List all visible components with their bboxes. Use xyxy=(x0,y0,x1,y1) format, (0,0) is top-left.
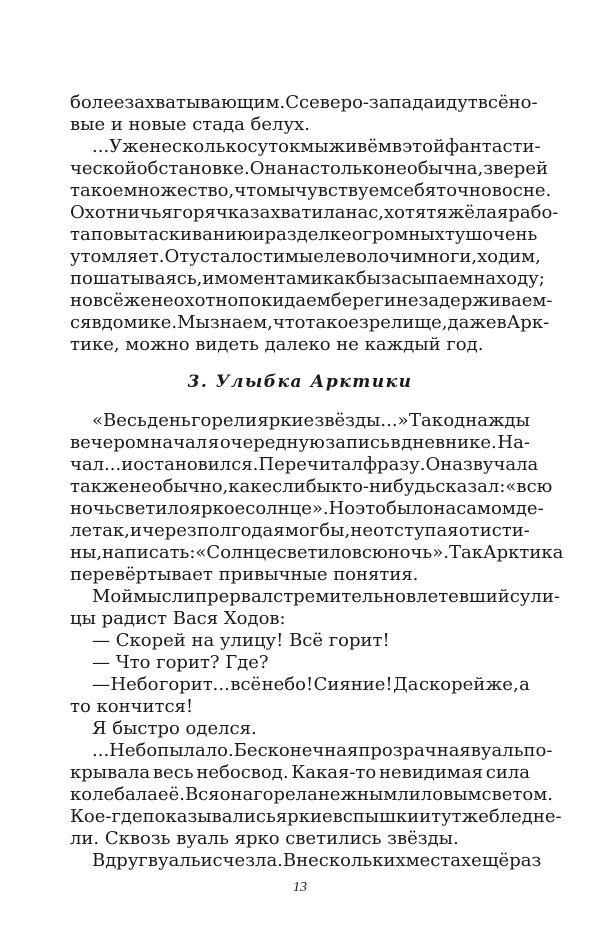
word: Мой xyxy=(92,586,134,607)
word: лиловым xyxy=(397,784,482,805)
text-line xyxy=(70,246,541,268)
word: На- xyxy=(497,432,530,453)
text-line xyxy=(70,806,562,828)
word: ле xyxy=(70,520,93,541)
word: по xyxy=(90,224,114,245)
word: такое xyxy=(305,312,359,333)
word: чал... xyxy=(70,454,122,475)
word: и xyxy=(252,224,265,245)
word: вытаскиванию xyxy=(113,224,253,245)
text-line xyxy=(70,92,538,114)
word: если xyxy=(261,476,306,497)
word: ещё xyxy=(471,850,510,871)
word: огромных xyxy=(351,224,445,245)
word: сказал: xyxy=(435,476,506,497)
word: мы xyxy=(284,246,314,267)
word: написать: xyxy=(102,542,196,563)
word: в xyxy=(91,312,102,333)
word: Вся xyxy=(184,784,220,805)
word: что xyxy=(272,312,306,333)
word: живём xyxy=(328,136,392,157)
word: захватила xyxy=(249,202,346,223)
word: же xyxy=(123,290,151,311)
word: де- xyxy=(515,498,544,519)
word: через xyxy=(142,520,197,541)
word: неохотно xyxy=(150,290,239,311)
word: чувствуем xyxy=(295,180,394,201)
word: ны, xyxy=(70,542,103,563)
word: Мы xyxy=(177,312,210,333)
text-line xyxy=(70,202,559,224)
word: ноги, xyxy=(427,246,478,267)
word: однажды xyxy=(443,410,530,431)
word: ходим, xyxy=(477,246,541,267)
word: «Весь xyxy=(92,410,147,431)
word: «Солнце xyxy=(195,542,277,563)
text-line xyxy=(70,432,530,454)
word: вуаль xyxy=(147,850,201,871)
word: было xyxy=(386,498,434,519)
word: бы xyxy=(305,476,331,497)
word: мысли xyxy=(133,586,196,607)
word: вуаль xyxy=(470,740,524,761)
text-line xyxy=(70,136,541,158)
word: дневнике. xyxy=(401,432,497,453)
word: та xyxy=(70,224,91,245)
word: необычна, xyxy=(384,158,484,179)
word: всё xyxy=(477,92,509,113)
word: этой xyxy=(402,136,445,157)
page-number: 13 xyxy=(293,880,307,895)
word: светило xyxy=(114,498,190,519)
word: бы, xyxy=(319,520,351,541)
word: колебала xyxy=(70,784,158,805)
text-line: то кончится! xyxy=(70,696,194,717)
word: день xyxy=(147,410,191,431)
word: всё xyxy=(92,290,124,311)
word: раз xyxy=(509,850,542,871)
word: как xyxy=(228,476,262,497)
word: она xyxy=(219,784,254,805)
text-line xyxy=(70,542,564,564)
word: и xyxy=(202,268,215,289)
dialogue-line xyxy=(70,674,530,696)
text-line xyxy=(70,498,544,520)
section-heading: 3. Улыбка Арктики xyxy=(187,372,413,392)
word: и xyxy=(383,290,396,311)
word: тяжёлая xyxy=(426,202,509,223)
word: точно xyxy=(436,180,492,201)
word: сне. xyxy=(512,180,552,201)
word: её. xyxy=(157,784,185,805)
word: показывались xyxy=(142,806,276,827)
word: запись xyxy=(325,432,390,453)
word: это xyxy=(355,498,387,519)
word: Вдруг xyxy=(92,850,148,871)
word: небосвод. xyxy=(196,762,289,783)
text-line: Я быстро оделся. xyxy=(92,718,257,739)
text-line: вые и новые стада белух. xyxy=(70,114,310,135)
word: солнце». xyxy=(245,498,329,519)
word: яркие xyxy=(257,410,315,431)
word: очередную xyxy=(219,432,325,453)
word: Небо xyxy=(110,674,159,695)
word: ночь». xyxy=(387,542,449,563)
word: стремительно xyxy=(273,586,406,607)
word: и xyxy=(121,454,134,475)
word: горела xyxy=(253,784,318,805)
word: так xyxy=(70,476,102,497)
word: прервал xyxy=(195,586,274,607)
word: моментами xyxy=(214,268,323,289)
word: Кое-где xyxy=(70,806,143,827)
word: Бесконечная xyxy=(233,740,359,761)
word: Так xyxy=(408,410,443,431)
text-line xyxy=(70,476,553,498)
word: Перечитал xyxy=(258,454,363,475)
word: в xyxy=(390,432,401,453)
word: засыпаем xyxy=(381,268,474,289)
word: от xyxy=(458,520,480,541)
word: необычно, xyxy=(129,476,229,497)
word: звучала xyxy=(462,454,539,475)
word: светило xyxy=(276,542,352,563)
text-line xyxy=(70,268,545,290)
word: нас, xyxy=(345,202,385,223)
word: яркое xyxy=(189,498,246,519)
word: я xyxy=(207,432,220,453)
word: невидимая xyxy=(379,762,483,783)
word: ходу; xyxy=(496,268,545,289)
word: Какая-то xyxy=(291,762,377,783)
word: — xyxy=(92,674,110,695)
word: ческой xyxy=(70,158,137,179)
word: такое xyxy=(70,180,124,201)
word: пылало. xyxy=(157,740,234,761)
word: мог xyxy=(284,520,320,541)
word: как xyxy=(322,268,356,289)
word: ...Уже xyxy=(92,136,150,157)
word: себя xyxy=(393,180,437,201)
text-line xyxy=(70,850,542,872)
word: несколько xyxy=(149,136,248,157)
word: всё xyxy=(230,674,262,695)
word: кто-нибудь xyxy=(330,476,436,497)
word: С xyxy=(285,92,300,113)
word: вечером xyxy=(70,432,150,453)
word: нежным xyxy=(317,784,398,805)
word: всю xyxy=(351,542,388,563)
word: утомляет. xyxy=(70,246,165,267)
text-line xyxy=(70,224,538,246)
word: очень xyxy=(482,224,538,245)
word: в xyxy=(391,136,403,157)
text-line xyxy=(70,180,552,202)
word: еле xyxy=(313,246,346,267)
word: знаем, xyxy=(209,312,273,333)
word: даже xyxy=(447,312,497,333)
word: хотя xyxy=(384,202,427,223)
word: звёзды...» xyxy=(314,410,409,431)
text-line xyxy=(70,762,530,784)
word: Арк- xyxy=(506,312,550,333)
word: захватывающим. xyxy=(124,92,286,113)
text-line xyxy=(70,520,530,542)
word: бледне- xyxy=(488,806,562,827)
word: Она xyxy=(249,158,288,179)
text-line xyxy=(70,410,530,432)
word: во xyxy=(491,180,513,201)
word: идут xyxy=(434,92,478,113)
word: горит... xyxy=(158,674,230,695)
word: усталости xyxy=(189,246,285,267)
word: В xyxy=(282,850,297,871)
word: сила xyxy=(485,762,530,783)
word: скорей xyxy=(418,674,486,695)
word: влетевший xyxy=(406,586,510,607)
word: Да xyxy=(393,674,419,695)
word: горячка xyxy=(172,202,250,223)
word: пошатываясь, xyxy=(70,268,203,289)
word: что xyxy=(234,180,267,201)
word: не xyxy=(350,520,373,541)
word: небо! xyxy=(261,674,314,695)
word: обстановке. xyxy=(136,158,250,179)
word: светом. xyxy=(481,784,553,805)
word: мы xyxy=(300,136,329,157)
word: нескольких xyxy=(296,850,406,871)
word: яркие xyxy=(275,806,333,827)
word: ...Небо xyxy=(92,740,158,761)
word: множество, xyxy=(123,180,235,201)
word: фразу. xyxy=(362,454,426,475)
word: Так xyxy=(448,542,483,563)
word: От xyxy=(164,246,190,267)
word: а xyxy=(519,674,530,695)
word: северо-запада xyxy=(299,92,435,113)
word: горели xyxy=(191,410,257,431)
word: не xyxy=(395,290,419,311)
text-line xyxy=(70,454,539,476)
word: на xyxy=(473,268,497,289)
word: полгода xyxy=(196,520,274,541)
word: остановился. xyxy=(133,454,259,475)
word: настолько xyxy=(287,158,385,179)
word: крывала xyxy=(70,762,151,783)
word: же xyxy=(101,476,130,497)
text-line: перевёртывает привычные понятия. xyxy=(70,564,419,585)
word: Арктика xyxy=(482,542,564,563)
word: Охотничья xyxy=(70,202,173,223)
word: волочим xyxy=(345,246,428,267)
word: и xyxy=(130,520,143,541)
word: берег xyxy=(330,290,384,311)
word: с xyxy=(509,586,520,607)
word: вспышки xyxy=(332,806,420,827)
word: самом xyxy=(456,498,516,519)
text-line: цы радист Вася Ходов: xyxy=(70,608,286,629)
word: Она xyxy=(425,454,463,475)
word: мы xyxy=(266,180,296,201)
dialogue-line: — Скорей на улицу! Всё горит! xyxy=(92,630,390,651)
word: весь xyxy=(152,762,194,783)
text-line xyxy=(70,784,553,806)
word: в xyxy=(496,312,507,333)
word: ули- xyxy=(519,586,560,607)
text-line xyxy=(70,290,553,312)
word: ночь xyxy=(70,498,115,519)
word: зверей xyxy=(483,158,548,179)
word: рабо- xyxy=(508,202,559,223)
word: так, xyxy=(92,520,130,541)
word: ся xyxy=(70,312,92,333)
word: же, xyxy=(485,674,519,695)
word: фантасти- xyxy=(444,136,541,157)
word: но xyxy=(70,290,93,311)
word: туш xyxy=(444,224,483,245)
word: домике. xyxy=(101,312,178,333)
word: зрелище, xyxy=(358,312,448,333)
text-line xyxy=(70,158,548,180)
word: Сияние! xyxy=(313,674,393,695)
word: прозрачная xyxy=(358,740,471,761)
word: бы xyxy=(355,268,382,289)
word: «всю xyxy=(505,476,553,497)
word: начал xyxy=(150,432,208,453)
text-line xyxy=(70,740,553,762)
text-line: ли. Сквозь вуаль ярко светились звёзды. xyxy=(70,828,459,849)
word: суток xyxy=(247,136,301,157)
word: по- xyxy=(523,740,553,761)
word: же xyxy=(461,806,489,827)
word: отступая xyxy=(373,520,459,541)
word: тут xyxy=(431,806,462,827)
word: местах xyxy=(405,850,472,871)
word: исчезла. xyxy=(200,850,283,871)
text-line xyxy=(70,586,560,608)
word: я xyxy=(273,520,285,541)
word: и xyxy=(419,806,432,827)
dialogue-line: — Что горит? Где? xyxy=(92,652,269,673)
text-line xyxy=(70,312,550,334)
word: на xyxy=(433,498,457,519)
word: задерживаем- xyxy=(418,290,553,311)
word: более xyxy=(70,92,125,113)
word: Но xyxy=(328,498,356,519)
word: разделке xyxy=(264,224,352,245)
word: но- xyxy=(508,92,538,113)
word: исти- xyxy=(479,520,530,541)
text-line: тике, можно видеть далеко не каждый год. xyxy=(70,334,484,355)
word: покидаем xyxy=(238,290,331,311)
